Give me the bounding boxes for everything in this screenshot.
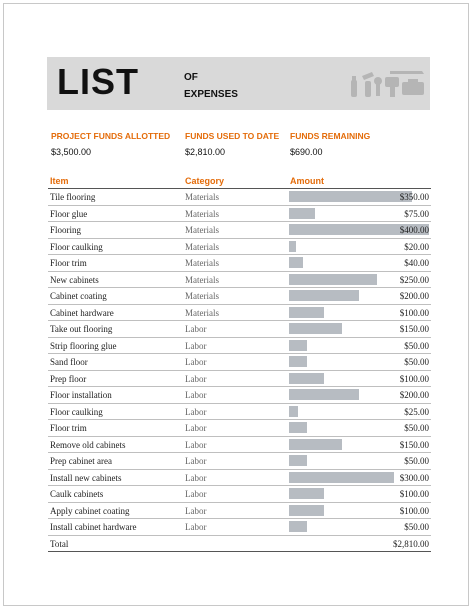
row-item: Floor caulking	[50, 241, 103, 252]
row-item: Strip flooring glue	[50, 340, 117, 351]
page-title: LIST	[57, 61, 139, 102]
funds-allotted-label: PROJECT FUNDS ALLOTTED	[51, 131, 171, 141]
subtitle-line-2: EXPENSES	[184, 89, 238, 100]
amount-bar	[289, 274, 377, 285]
amount-bar	[289, 389, 359, 400]
row-amount: $150.00	[399, 439, 429, 450]
row-item: Tile flooring	[50, 192, 96, 202]
table-body	[48, 189, 431, 536]
funds-allotted-value: $3,500.00	[51, 147, 92, 157]
funds-used	[185, 131, 279, 157]
row-category: Labor	[185, 324, 207, 334]
row-amount: $200.00	[399, 390, 429, 400]
row-item: Flooring	[50, 225, 82, 235]
subtitle-line-1: OF	[184, 72, 198, 83]
row-category: Materials	[185, 307, 219, 318]
table-row	[48, 503, 431, 520]
table-row	[48, 437, 431, 454]
row-item: Prep cabinet area	[50, 456, 112, 466]
row-category: Labor	[185, 423, 207, 433]
amount-bar	[289, 505, 324, 516]
table-row	[48, 321, 431, 338]
amount-bar	[289, 406, 298, 417]
row-amount: $50.00	[404, 456, 429, 466]
total-label: Total	[50, 538, 69, 549]
row-amount: $75.00	[404, 208, 429, 219]
row-category: Materials	[185, 258, 219, 268]
row-category: Labor	[185, 472, 207, 483]
funds-allotted	[51, 131, 170, 157]
row-category: Labor	[185, 390, 207, 400]
table-row	[48, 239, 431, 256]
row-amount: $50.00	[404, 357, 429, 367]
row-category: Labor	[185, 456, 207, 466]
row-item: Floor trim	[50, 423, 87, 433]
table-row	[48, 255, 431, 272]
row-category: Materials	[185, 291, 219, 301]
table-row	[48, 453, 431, 470]
header-category: Category	[185, 176, 225, 186]
row-amount: $400.00	[399, 225, 429, 235]
table-row	[48, 206, 431, 223]
row-category: Materials	[185, 192, 219, 202]
row-category: Labor	[185, 505, 207, 516]
row-amount: $20.00	[404, 241, 429, 252]
funds-used-label: FUNDS USED TO DATE	[185, 131, 280, 141]
table-row	[48, 338, 431, 355]
amount-bar	[289, 307, 324, 318]
table-row	[48, 404, 431, 421]
row-item: Take out flooring	[50, 324, 113, 334]
row-amount: $40.00	[404, 258, 429, 268]
row-category: Labor	[185, 522, 207, 532]
row-category: Labor	[185, 373, 207, 384]
amount-bar	[289, 439, 342, 450]
table-row	[48, 305, 431, 322]
table-row	[48, 354, 431, 371]
row-amount: $100.00	[399, 373, 429, 384]
amount-bar	[289, 521, 307, 532]
header-amount: Amount	[290, 176, 324, 186]
header-item: Item	[50, 176, 69, 186]
amount-bar	[289, 290, 359, 301]
row-amount: $150.00	[399, 324, 429, 334]
total-value: $2,810.00	[393, 538, 429, 549]
row-amount: $50.00	[404, 340, 429, 351]
expense-table	[48, 174, 431, 552]
row-item: Cabinet hardware	[50, 307, 114, 318]
row-item: Floor caulking	[50, 406, 103, 417]
row-amount: $250.00	[399, 274, 429, 285]
table-row	[48, 371, 431, 388]
row-amount: $25.00	[404, 406, 429, 417]
row-item: Install cabinet hardware	[50, 522, 137, 532]
tools-icon	[350, 68, 426, 100]
table-row	[48, 272, 431, 289]
row-amount: $50.00	[404, 423, 429, 433]
total-row	[48, 536, 431, 553]
row-category: Materials	[185, 274, 219, 285]
row-amount: $100.00	[399, 307, 429, 318]
amount-bar	[289, 422, 307, 433]
row-item: New cabinets	[50, 274, 99, 285]
table-row	[48, 420, 431, 437]
row-amount: $50.00	[404, 522, 429, 532]
amount-bar	[289, 356, 307, 367]
title-banner	[47, 57, 430, 110]
amount-bar	[289, 455, 307, 466]
row-item: Floor trim	[50, 258, 87, 268]
row-item: Prep floor	[50, 373, 87, 384]
amount-bar	[289, 191, 412, 202]
row-amount: $300.00	[399, 472, 429, 483]
funds-used-value: $2,810.00	[185, 147, 226, 157]
amount-bar	[289, 340, 307, 351]
amount-bar	[289, 257, 303, 268]
row-category: Materials	[185, 208, 219, 219]
row-category: Materials	[185, 241, 219, 252]
row-item: Caulk cabinets	[50, 489, 104, 499]
row-category: Labor	[185, 439, 207, 450]
amount-bar	[289, 488, 324, 499]
amount-bar	[289, 241, 296, 252]
row-item: Remove old cabinets	[50, 439, 126, 450]
row-amount: $200.00	[399, 291, 429, 301]
table-row	[48, 222, 431, 239]
table-row	[48, 486, 431, 503]
row-item: Install new cabinets	[50, 472, 122, 483]
funds-remaining-value: $690.00	[290, 147, 323, 157]
row-amount: $350.00	[399, 192, 429, 202]
page-subtitle	[184, 69, 238, 103]
row-item: Floor glue	[50, 208, 88, 219]
row-category: Materials	[185, 225, 219, 235]
amount-bar	[289, 472, 394, 483]
row-item: Floor installation	[50, 390, 112, 400]
amount-bar	[289, 208, 315, 219]
row-category: Labor	[185, 340, 207, 351]
funds-remaining-label: FUNDS REMAINING	[290, 131, 371, 141]
table-row	[48, 189, 431, 206]
funds-remaining	[290, 131, 370, 157]
table-row	[48, 470, 431, 487]
row-category: Labor	[185, 406, 207, 417]
row-item: Sand floor	[50, 357, 88, 367]
row-category: Labor	[185, 489, 207, 499]
table-row	[48, 519, 431, 536]
amount-bar	[289, 323, 342, 334]
amount-bar	[289, 373, 324, 384]
table-row	[48, 387, 431, 404]
table-row	[48, 288, 431, 305]
row-amount: $100.00	[399, 505, 429, 516]
row-item: Apply cabinet coating	[50, 505, 130, 516]
row-amount: $100.00	[399, 489, 429, 499]
table-header	[48, 174, 431, 189]
row-item: Cabinet coating	[50, 291, 107, 301]
row-category: Labor	[185, 357, 207, 367]
